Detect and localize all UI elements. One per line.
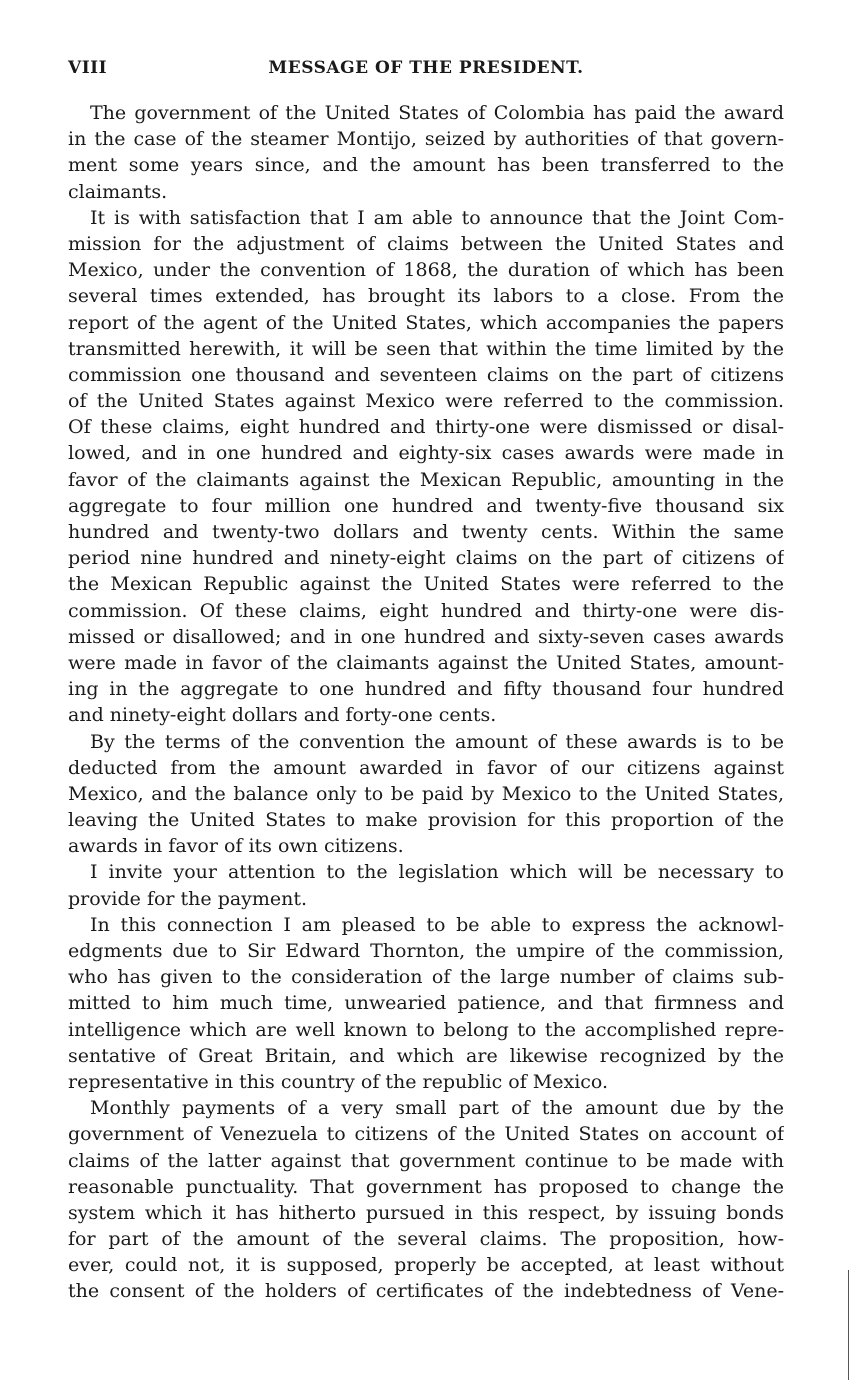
- text-line: provide for the payment.: [68, 887, 308, 910]
- text-line: Of these claims, eight hundred and thirty-one were dismissed or disal-: [68, 416, 784, 439]
- text-line: ing in the aggregate to one hundred and fifty thousand four hundred: [68, 678, 784, 701]
- paragraph: [68, 729, 784, 860]
- text-line: favor of the claimants against the Mexican Republic, amounting in the: [68, 468, 784, 491]
- text-line: awards in favor of its own citizens.: [68, 835, 404, 858]
- text-line: and ninety-eight dollars and forty-one cents.: [68, 704, 497, 727]
- text-line: edgments due to Sir Edward Thornton, the umpire of the commission,: [68, 940, 784, 962]
- text-line: commission one thousand and seventeen claims on the part of citizens: [68, 363, 784, 386]
- text-line: Mexico, under the convention of 1868, the duration of which has been: [68, 259, 784, 282]
- paragraph: [68, 912, 784, 1095]
- text-line: who has given to the consideration of the large number of claims sub-: [68, 966, 784, 989]
- text-line: government of Venezuela to citizens of the United States on account of: [68, 1123, 784, 1146]
- text-line: mission for the adjustment of claims between the United States and: [68, 232, 784, 255]
- paragraph: [68, 859, 784, 911]
- text-line: mitted to him much time, unwearied patience, and that firmness and: [68, 992, 784, 1015]
- text-line: missed or disallowed; and in one hundred and sixty-seven cases awards: [68, 625, 784, 648]
- text-line: By the terms of the convention the amount of these awards is to be: [90, 730, 784, 753]
- running-head: [68, 58, 784, 82]
- text-line: claimants.: [68, 180, 168, 203]
- text-line: commission. Of these claims, eight hundred and thirty-one were dis-: [68, 599, 784, 622]
- text-line: for part of the amount of the several claims. The proposition, how-: [68, 1228, 784, 1251]
- page-number: VIII: [68, 58, 108, 78]
- text-line: In this connection I am pleased to be able to express the acknowl-: [90, 913, 784, 936]
- text-line: The government of the United States of Colombia has paid the award: [90, 102, 784, 124]
- text-line: ever, could not, it is supposed, properly be accepted, at least without: [68, 1254, 784, 1277]
- paragraph: [68, 1095, 784, 1305]
- text-line: claims of the latter against that government continue to be made with: [68, 1149, 784, 1172]
- text-line: lowed, and in one hundred and eighty-six cases awards were made in: [68, 442, 784, 465]
- text-line: transmitted herewith, it will be seen that within the time limited by the: [68, 337, 784, 360]
- running-title: MESSAGE OF THE PRESIDENT.: [268, 58, 584, 78]
- text-line: It is with satisfaction that I am able to announce that the Joint Com-: [90, 206, 784, 229]
- text-line: representative in this country of the republic of Mexico.: [68, 1070, 609, 1093]
- text-line: of the United States against Mexico were referred to the commission.: [68, 390, 784, 413]
- text-line: were made in favor of the claimants against the United States, amount-: [68, 651, 784, 674]
- text-line: leaving the United States to make provision for this proportion of the: [68, 809, 784, 832]
- text-line: the Mexican Republic against the United States were referred to the: [68, 573, 784, 596]
- text-line: aggregate to four million one hundred and twenty-five thousand six: [68, 494, 784, 517]
- text-line: in the case of the steamer Montijo, seized by authorities of that govern-: [68, 128, 784, 151]
- text-line: period nine hundred and ninety-eight claims on the part of citizens of: [68, 547, 784, 570]
- text-line: I invite your attention to the legislation which will be necessary to: [90, 861, 784, 884]
- paragraph: [68, 100, 784, 205]
- text-line: system which it has hitherto pursued in this respect, by issuing bonds: [68, 1201, 784, 1224]
- text-line: the consent of the holders of certificates of the indebtedness of Vene-: [68, 1280, 784, 1303]
- paragraph: [68, 205, 784, 729]
- text-line: report of the agent of the United States, which accompanies the papers: [68, 311, 784, 334]
- text-line: several times extended, has brought its labors to a close. From the: [68, 285, 784, 308]
- text-line: intelligence which are well known to belong to the accomplished repre-: [68, 1018, 784, 1041]
- text-line: Monthly payments of a very small part of the amount due by the: [90, 1097, 784, 1120]
- text-line: sentative of Great Britain, and which are likewise recognized by the: [68, 1044, 784, 1067]
- text-line: reasonable punctuality. That government has proposed to change the: [68, 1175, 784, 1198]
- body-text: [68, 100, 784, 1305]
- text-line: hundred and twenty-two dollars and twenty cents. Within the same: [68, 521, 784, 543]
- text-line: Mexico, and the balance only to be paid by Mexico to the United States,: [68, 782, 784, 805]
- text-line: ment some years since, and the amount has been transferred to the: [68, 154, 784, 177]
- text-line: deducted from the amount awarded in favor of our citizens against: [68, 756, 784, 779]
